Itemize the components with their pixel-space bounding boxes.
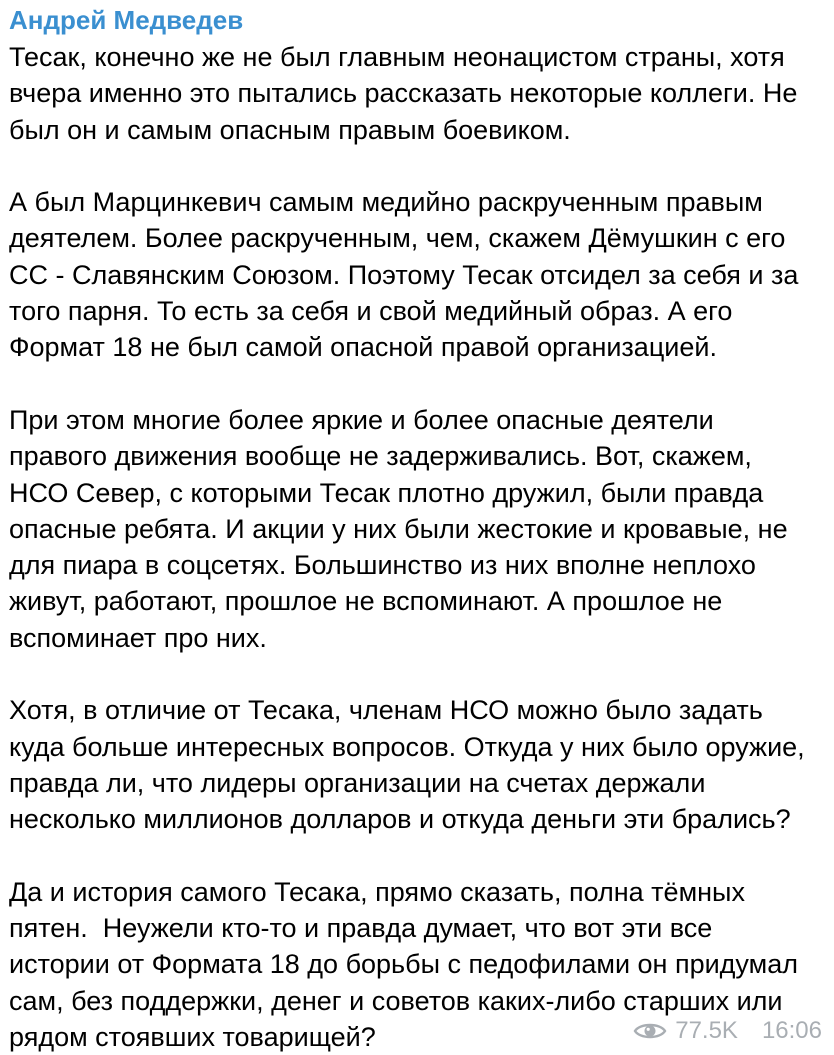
text-line: вчера именно это пытались рассказать некоторые коллеги. Не — [9, 78, 798, 109]
text-line: того парня. То есть за себя и свой медийный образ. А его — [9, 296, 733, 327]
text-line: истории от Формата 18 до борьбы с педофилами он придумал — [9, 949, 798, 980]
view-count: 77.5K — [675, 1017, 738, 1044]
text-line: был он и самым опасным правым боевиком. — [9, 114, 571, 145]
text-line: НСО Север, с которыми Тесак плотно дружил, были правда — [9, 477, 764, 508]
text-line: правого движения вообще не задерживались. Вот, скажем, — [9, 441, 752, 472]
text-line: опасные ребята. И акции у них были жестокие и кровавые, не — [9, 513, 788, 544]
post-author[interactable]: Андрей Медведев — [9, 5, 244, 35]
paragraph-4 — [9, 692, 824, 837]
paragraph-1 — [9, 39, 824, 148]
text-line: Формат 18 не был самой опасной правой организацией. — [9, 332, 717, 363]
post-meta — [633, 1016, 822, 1046]
text-line: СС - Славянским Союзом. Поэтому Тесак отсидел за себя и за — [9, 259, 799, 290]
text-line: деятелем. Более раскрученным, чем, скажем Дёмушкин с его — [9, 223, 786, 254]
text-line: живут, работают, прошлое не вспоминают. А прошлое не — [9, 586, 723, 617]
text-line: вспоминает про них. — [9, 622, 267, 653]
text-line: несколько миллионов долларов и откуда деньги эти брались? — [9, 804, 791, 835]
text-line: сам, без поддержки, денег и советов каких-либо старших или — [9, 985, 783, 1016]
text-line: Да и история самого Тесака, прямо сказать, полна тёмных — [9, 876, 745, 907]
text-line: А был Марцинкевич самым медийно раскрученным правым — [9, 187, 763, 218]
text-line: Хотя, в отличие от Тесака, членам НСО можно было задать — [9, 695, 763, 726]
paragraph-3 — [9, 402, 824, 656]
text-line: рядом стоявших товарищей? — [9, 1022, 376, 1053]
eye-icon — [633, 1020, 667, 1042]
text-line: для пиара в соцсетях. Большинство из них вполне неплохо — [9, 550, 756, 581]
text-line: куда больше интересных вопросов. Откуда у них было оружие, — [9, 731, 805, 762]
text-line: пятен. Неужели кто-то и правда думает, что вот эти все — [9, 913, 713, 944]
text-line: Тесак, конечно же не был главным неонацистом страны, хотя — [9, 42, 785, 72]
post-text — [9, 39, 824, 1055]
text-line: правда ли, что лидеры организации на счетах держали — [9, 767, 706, 798]
text-line: При этом многие более яркие и более опасные деятели — [9, 404, 714, 435]
post-time: 16:06 — [761, 1017, 822, 1044]
paragraph-2 — [9, 184, 824, 365]
